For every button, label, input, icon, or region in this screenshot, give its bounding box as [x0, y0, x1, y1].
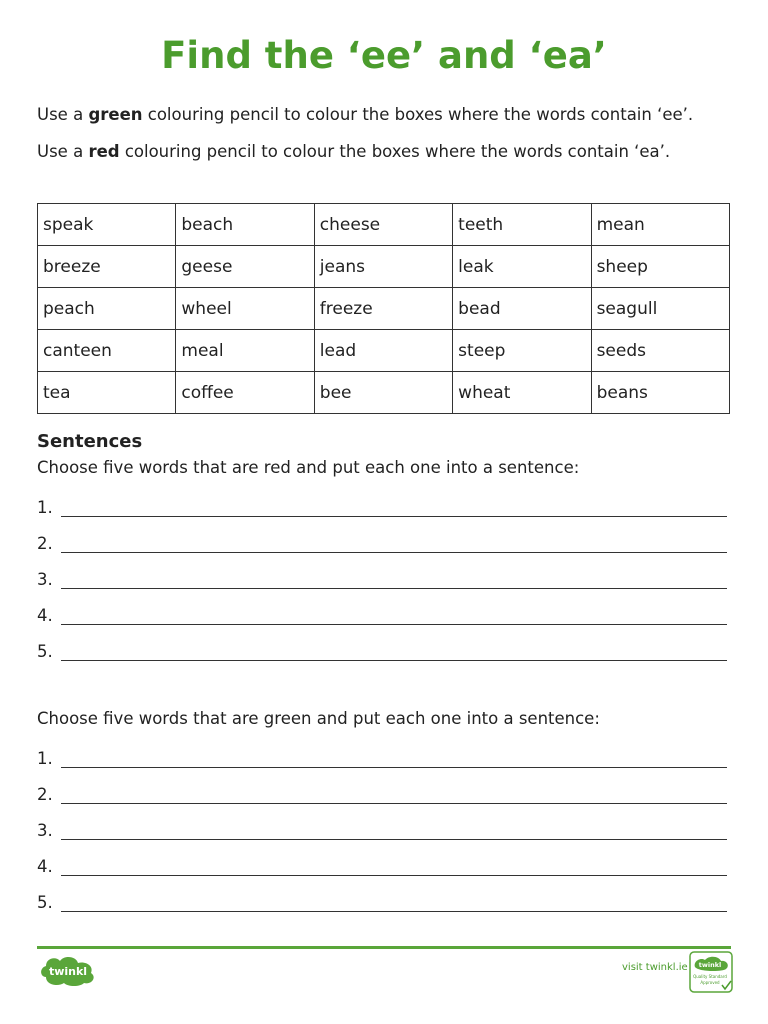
word-cell[interactable]: wheat — [453, 372, 591, 414]
instruction-color-word: red — [88, 142, 120, 161]
red-sentence-line[interactable] — [37, 567, 727, 589]
instruction-suffix: colouring pencil to colour the boxes where the words contain ‘ee’. — [142, 105, 694, 124]
word-cell[interactable]: seagull — [591, 288, 729, 330]
word-cell[interactable]: seeds — [591, 330, 729, 372]
word-cell[interactable]: teeth — [453, 204, 591, 246]
badge-logo-text: twinkl — [698, 961, 722, 969]
word-cell[interactable]: wheel — [176, 288, 314, 330]
sentences-heading: Sentences — [37, 431, 143, 452]
writing-line[interactable] — [61, 538, 727, 553]
line-number: 3. — [37, 570, 53, 589]
word-cell[interactable]: leak — [453, 246, 591, 288]
writing-line[interactable] — [61, 825, 727, 840]
line-number: 4. — [37, 606, 53, 625]
writing-line[interactable] — [61, 861, 727, 876]
grid-row — [38, 372, 730, 414]
writing-line[interactable] — [61, 610, 727, 625]
word-cell[interactable]: geese — [176, 246, 314, 288]
badge-line-2: Approved — [700, 980, 720, 985]
instruction-prefix: Use a — [37, 142, 89, 161]
line-number: 1. — [37, 498, 53, 517]
word-cell[interactable]: beach — [176, 204, 314, 246]
word-cell[interactable]: meal — [176, 330, 314, 372]
word-cell[interactable]: speak — [38, 204, 176, 246]
logo-text: twinkl — [48, 965, 88, 978]
line-number: 5. — [37, 642, 53, 661]
word-cell[interactable]: beans — [591, 372, 729, 414]
line-number: 5. — [37, 893, 53, 912]
green-sentence-line[interactable] — [37, 818, 727, 840]
red-sentence-line[interactable] — [37, 531, 727, 553]
red-sentence-line[interactable] — [37, 639, 727, 661]
writing-line[interactable] — [61, 789, 727, 804]
writing-line[interactable] — [61, 574, 727, 589]
twinkl-logo-icon — [38, 953, 98, 987]
word-cell[interactable]: freeze — [314, 288, 452, 330]
writing-line[interactable] — [61, 753, 727, 768]
grid-row — [38, 330, 730, 372]
grid-row — [38, 288, 730, 330]
red-sentence-line[interactable] — [37, 495, 727, 517]
footer-divider — [37, 946, 731, 949]
green-sentence-line[interactable] — [37, 746, 727, 768]
line-number: 2. — [37, 534, 53, 553]
green-sentences-prompt: Choose five words that are green and put each one into a sentence: — [37, 709, 600, 728]
grid-row — [38, 204, 730, 246]
word-cell[interactable]: jeans — [314, 246, 452, 288]
visit-link[interactable]: visit twinkl.ie — [622, 962, 688, 973]
word-cell[interactable]: bead — [453, 288, 591, 330]
green-sentence-line[interactable] — [37, 890, 727, 912]
writing-line[interactable] — [61, 646, 727, 661]
word-cell[interactable]: breeze — [38, 246, 176, 288]
instruction-prefix: Use a — [37, 105, 89, 124]
red-sentences-prompt: Choose five words that are red and put each one into a sentence: — [37, 458, 580, 477]
green-sentence-line[interactable] — [37, 854, 727, 876]
page-title: Find the ‘ee’ and ‘ea’ — [161, 34, 607, 77]
red-sentence-line[interactable] — [37, 603, 727, 625]
word-cell[interactable]: canteen — [38, 330, 176, 372]
grid-row — [38, 246, 730, 288]
writing-line[interactable] — [61, 897, 727, 912]
instruction-green — [37, 105, 693, 124]
green-sentence-line[interactable] — [37, 782, 727, 804]
word-cell[interactable]: tea — [38, 372, 176, 414]
instruction-color-word: green — [88, 105, 143, 124]
word-cell[interactable]: bee — [314, 372, 452, 414]
instruction-suffix: colouring pencil to colour the boxes where the words contain ‘ea’. — [119, 142, 671, 161]
line-number: 1. — [37, 749, 53, 768]
line-number: 2. — [37, 785, 53, 804]
quality-badge-icon — [689, 951, 733, 993]
word-cell[interactable]: steep — [453, 330, 591, 372]
word-cell[interactable]: lead — [314, 330, 452, 372]
instruction-red — [37, 142, 670, 161]
line-number: 4. — [37, 857, 53, 876]
word-cell[interactable]: cheese — [314, 204, 452, 246]
badge-line-1: Quality Standard — [693, 974, 727, 979]
word-cell[interactable]: mean — [591, 204, 729, 246]
line-number: 3. — [37, 821, 53, 840]
word-cell[interactable]: peach — [38, 288, 176, 330]
word-cell[interactable]: sheep — [591, 246, 729, 288]
writing-line[interactable] — [61, 502, 727, 517]
word-cell[interactable]: coffee — [176, 372, 314, 414]
word-grid — [37, 203, 730, 414]
